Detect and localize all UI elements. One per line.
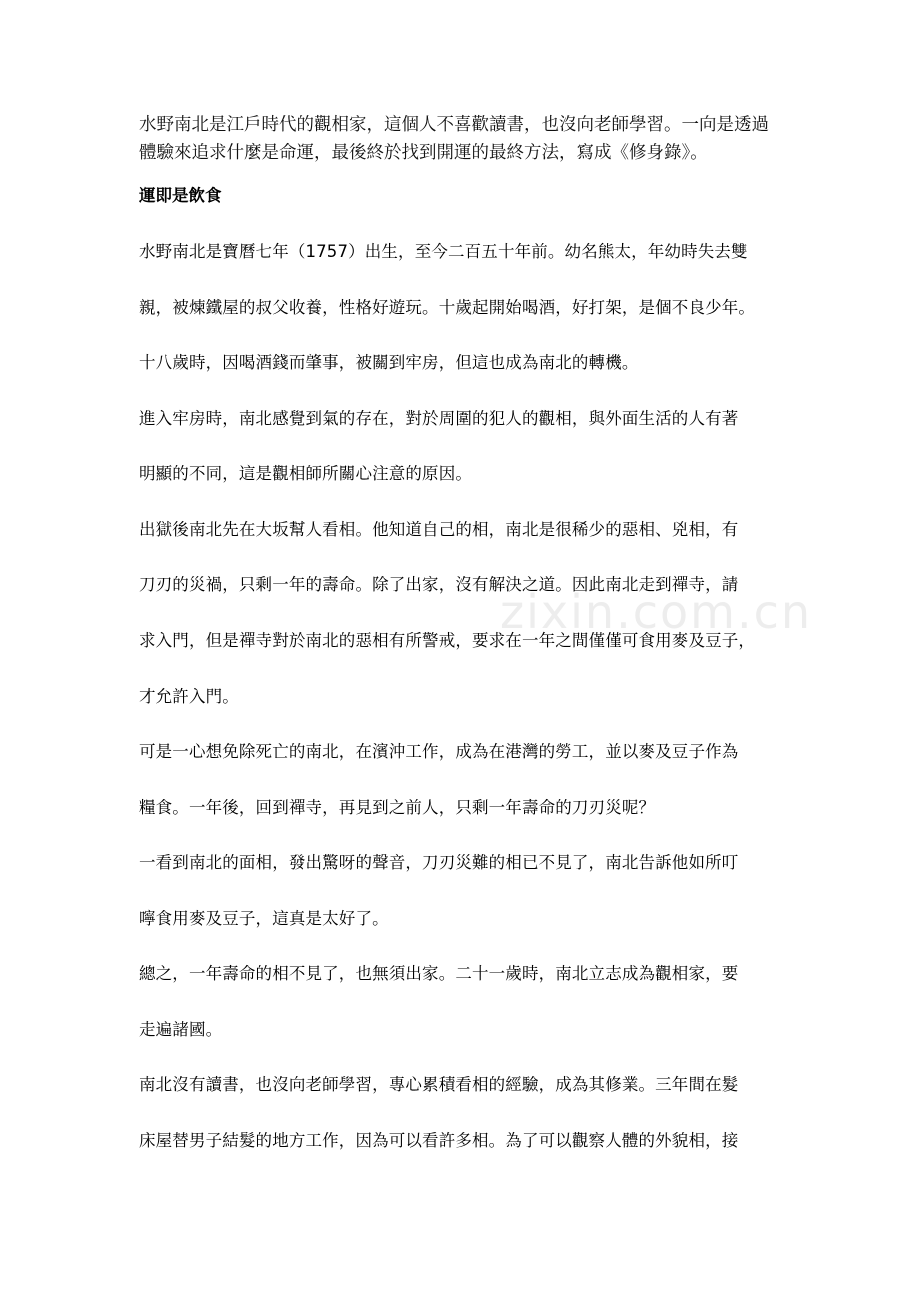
body-line-5: 明顯的不同，這是觀相師所關心注意的原因。: [139, 464, 472, 483]
section-heading: 運即是飲食: [139, 186, 222, 205]
body-line-1: 水野南北是寶曆七年（1757）出生，至今二百五十年前。幼名熊太，年幼時失去雙: [139, 242, 748, 261]
intro-line-1: 水野南北是江戶時代的觀相家，這個人不喜歡讀書，也沒向老師學習。一向是透過: [139, 115, 769, 135]
body-line-3: 十八歲時，因喝酒錢而肇事，被關到牢房，但這也成為南北的轉機。: [139, 353, 639, 372]
intro-line-2: 體驗來追求什麼是命運，最後終於找到開運的最終方法，寫成《修身錄》。: [139, 143, 708, 163]
body-line-13: 嚀食用麥及豆子，這真是太好了。: [139, 909, 389, 928]
body-line-16: 南北沒有讀書，也沒向老師學習，專心累積看相的經驗，成為其修業。三年間在髮: [139, 1075, 739, 1094]
body-line-4: 進入牢房時，南北感覺到氣的存在，對於周圍的犯人的觀相，與外面生活的人有著: [139, 409, 739, 428]
body-line-15: 走遍諸國。: [139, 1020, 223, 1039]
body-line-2: 親，被煉鐵屋的叔父收養，性格好遊玩。十歲起開始喝酒，好打架，是個不良少年。: [139, 298, 756, 317]
body-line-7: 刀刃的災禍，只剩一年的壽命。除了出家，沒有解決之道。因此南北走到禪寺，請: [139, 575, 739, 594]
body-line-9: 才允許入門。: [139, 687, 239, 706]
body-line-14: 總之，一年壽命的相不見了，也無須出家。二十一歲時，南北立志成為觀相家，要: [139, 964, 739, 983]
watermark: zixin.com.cn: [500, 585, 813, 639]
body-line-10: 可是一心想免除死亡的南北，在濱沖工作，成為在港灣的勞工，並以麥及豆子作為: [139, 742, 739, 761]
body-line-17: 床屋替男子結髮的地方工作，因為可以看許多相。為了可以觀察人體的外貌相，接: [139, 1131, 739, 1150]
body-line-6: 出獄後南北先在大坂幫人看相。他知道自己的相，南北是很稀少的惡相、兇相，有: [139, 520, 739, 539]
body-line-11: 糧食。一年後，回到禪寺，再見到之前人，只剩一年壽命的刀刃災呢？: [139, 798, 656, 817]
body-line-8: 求入門，但是禪寺對於南北的惡相有所警戒，要求在一年之間僅僅可食用麥及豆子，: [139, 631, 756, 650]
body-line-12: 一看到南北的面相，發出驚呀的聲音，刀刃災難的相已不見了，南北告訴他如所叮: [139, 853, 739, 872]
